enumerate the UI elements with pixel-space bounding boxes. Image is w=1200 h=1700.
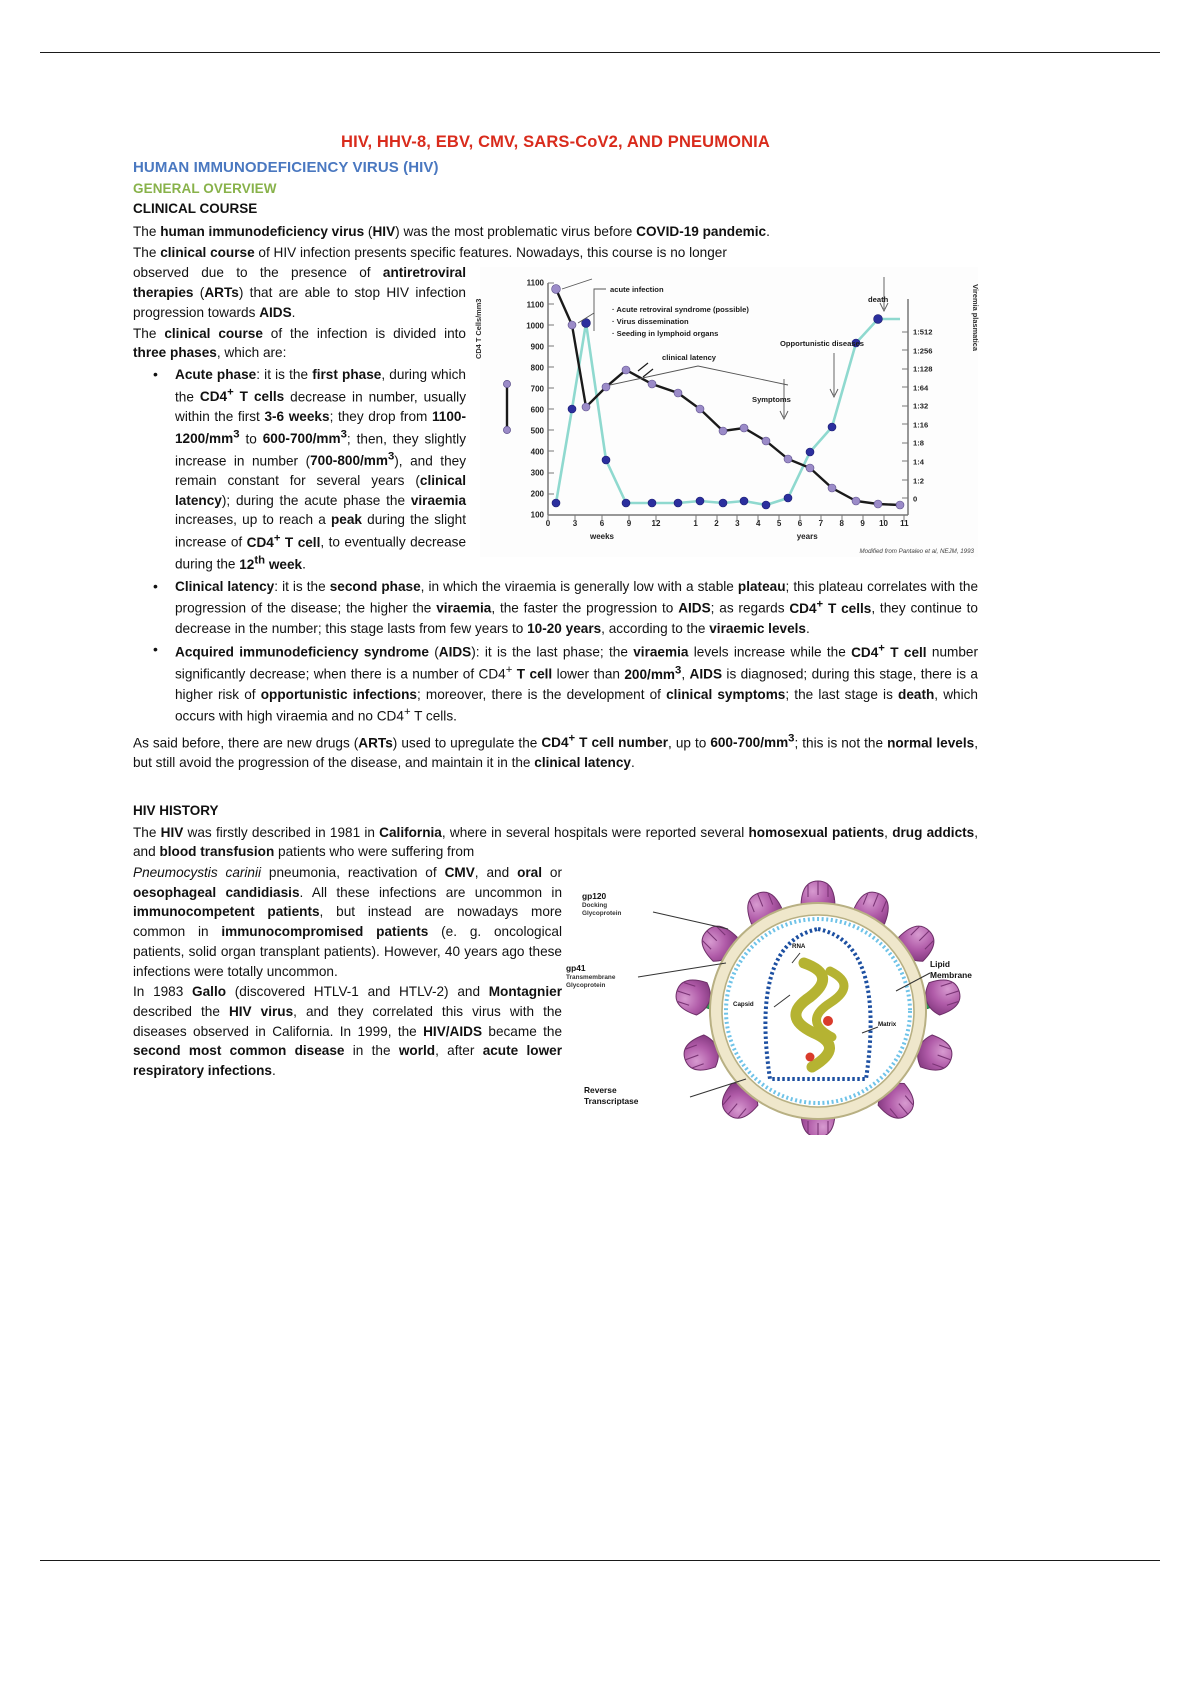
chart-xtick-years: 3 [735,519,740,529]
chart-y2tick: 1:8 [913,438,924,448]
chart-annotation-acute-retroviral-syndrome: · Acute retroviral syndrome (possible) [612,305,749,315]
chart-xtick-weeks: 6 [599,519,605,529]
paragraph-intro-2-body: observed due to the presence of antiretroviral therapies (ARTs) that are able to stop HIV infection progression towards AIDS. [133,265,466,320]
chart-y2tick: 0 [913,494,918,504]
chart-y2tick: 1:256 [913,346,933,356]
chart-annotation-acute-infection: acute infection [610,285,664,295]
chart-ytick: 200 [530,489,544,499]
chart-xtick-years: 8 [839,519,844,529]
paragraph-intro-1: The human immunodeficiency virus (HIV) was the most problematic virus before COVID-19 pandemic. [133,224,770,239]
chart-y2tick: 1:64 [913,383,929,393]
chart-credit: Modified from Pantaleo et al, NEJM, 1993 [859,548,974,556]
chart-xtick-weeks: 12 [651,519,661,529]
chart-ytick: 1100 [526,300,544,310]
chart-annotation-seeding-lymphoid-organs: · Seeding in lymphoid organs [612,329,719,339]
list-item: • Acute phase: it is the first phase, during which the CD4+ T cells decrease in number, usually within the first 3-6 weeks; they drop from $1100-1200/mm^3$ to $600-700/mm^3$; then, they slightly increase in number $(700-800/mm^3)$, and they remain constant for several years (clinical latency); during the acute phase the viraemia increases, up to reach a peak during the slight increase of CD4+ T cell, to eventually decrease during the 12th week. [175,365,978,575]
label-gp41: gp41 Transmembrane Glycoprotein [566,963,616,989]
page-title: HIV, HHV-8, EBV, CMV, SARS-CoV2, AND PNEUMONIA [341,133,770,151]
chart-ytick: 1000 [526,321,544,331]
label-matrix: Matrix [878,1021,897,1028]
chart-annotation-clinical-latency: clinical latency [662,353,717,363]
chart-y2tick: 1:32 [913,401,929,411]
paragraph-history-lead: The HIV was firstly described in 1981 in California, where in several hospitals were reported several homosexual patients, drug addicts, and blood transfusion patients who were suffering from [133,824,978,860]
chart-ytick: 500 [530,426,544,436]
chart-xtick-weeks: 3 [572,519,578,529]
chart-xtick-years: 9 [860,519,865,529]
chart-y2tick: 1:2 [913,476,924,486]
list-item: • Clinical latency: it is the second phase, in which the viraemia is generally low with a stable plateau; this plateau correlates with the progression of the disease; the higher the viraemia, the faster the progression to AIDS; as regards CD4+ T cells, they continue to decrease in the number; this stage lasts from few years to 10-20 years, according to the viraemic levels. [175,577,978,639]
header-rule [40,52,1160,53]
chart-xtick-years: 10 [879,519,888,529]
label-rna: RNA [792,943,806,950]
paragraph-history-1: Pneumocystis carinii pneumonia, reactivation of CMV, and oral or oesophageal candidiasis. All these infections are uncommon in immunocompetent patients, but instead are nowadays more common in immunocompromised patients (e. g. oncological patients, solid organ transplant patients). However, 40 years ago these infections were totally uncommon. [133,865,563,979]
chart-y2-axis-title: Viremia plasmatica [971,284,980,352]
chart-ytick: 800 [530,363,544,373]
label-lipid-membrane: Lipid Membrane [930,959,972,980]
chart-xaxis-label-weeks: weeks [589,532,615,542]
chart-xtick-years: 7 [818,519,824,529]
paragraph-intro-2-lead: The clinical course of HIV infection presents specific features. Nowadays, this course is no longer [133,244,727,260]
chart-xtick-years: 11 [900,519,909,529]
chart-xtick-weeks: 0 [545,519,551,529]
chart-ytick: 400 [530,447,544,457]
chart-xtick-years: 1 [693,519,698,529]
chart-annotation-symptoms: Symptoms [752,395,791,405]
chart-ytick: 100 [530,510,544,520]
list-item: • Acquired immunodeficiency syndrome (AIDS): it is the last phase; the viraemia levels increase while the CD4+ T cell number significantly decrease; when there is a number of CD4+ T cell lower than $200/mm^3$, AIDS is diagnosed; during this stage, there is a higher risk of opportunistic infections; moreover, there is the development of clinical symptoms; the last stage is death, which occurs with high viraemia and no CD4+ T cells. [175,640,978,726]
reverse-transcriptase-dot [806,1053,815,1062]
chart-ytick: 700 [530,384,544,394]
chart-xaxis-label-years: years [796,532,818,542]
chart-y2tick: 1:128 [913,364,933,374]
chart-xtick-years: 4 [756,519,761,529]
paragraph-intro-3: The clinical course of the infection is divided into three phases, which are: [133,325,466,361]
label-gp120: gp120 Docking Glycoprotein [582,891,622,917]
label-capsid: Capsid [733,1001,754,1008]
chart-annotation-virus-dissemination: · Virus dissemination [612,317,689,327]
label-reverse-transcriptase: Reverse Transcriptase [584,1085,639,1106]
section-heading-general-overview: GENERAL OVERVIEW [133,181,277,196]
virus-float-wrapper [566,867,978,1135]
chart-ytick: 600 [530,405,544,415]
chart-xtick-years: 2 [714,519,719,529]
paragraph-history-2: In 1983 Gallo (discovered HTLV-1 and HTLV-2) and Montagnier described the HIV virus, and they correlated this virus with the diseases observed in California. In 1999, the HIV/AIDS became the second most common disease in the world, after acute lower respiratory infections. [133,984,563,1079]
chart-y-axis-title: CD4 T Cells/mm3 [474,299,483,360]
chart-annotation-opportunistic-diseases: Opportunistic diseases [780,339,864,349]
footer-rule [40,1560,1160,1561]
chart-ytick: 1100 [526,278,544,288]
chart-xtick-weeks: 9 [626,519,632,529]
chart-xtick-years: 5 [776,519,782,529]
chart-annotation-death: death [868,295,889,305]
chart-ytick: 300 [530,468,544,478]
document-subtitle: HUMAN IMMUNODEFICIENCY VIRUS (HIV) [133,159,439,176]
chart-y2tick: 1:512 [913,327,933,337]
clinical-phases-list [133,365,978,727]
document-content [133,133,978,1139]
chart-xtick-years: 6 [797,519,803,529]
hiv-virion-diagram [566,867,978,1135]
chart-y2tick: 1:4 [913,457,924,467]
subsection-heading-hiv-history: HIV HISTORY [133,802,219,818]
chart-y2tick: 1:16 [913,420,929,430]
chart-ytick: 900 [530,342,544,352]
subsection-heading-clinical-course: CLINICAL COURSE [133,201,258,216]
paragraph-arts-note: As said before, there are new drugs (ARTs) used to upregulate the CD4+ T cell number, up to $600-700/mm^3$; this is not the normal levels, but still avoid the progression of the disease, and maintain it in the clinical latency. [133,732,978,770]
reverse-transcriptase-dot [823,1016,833,1026]
